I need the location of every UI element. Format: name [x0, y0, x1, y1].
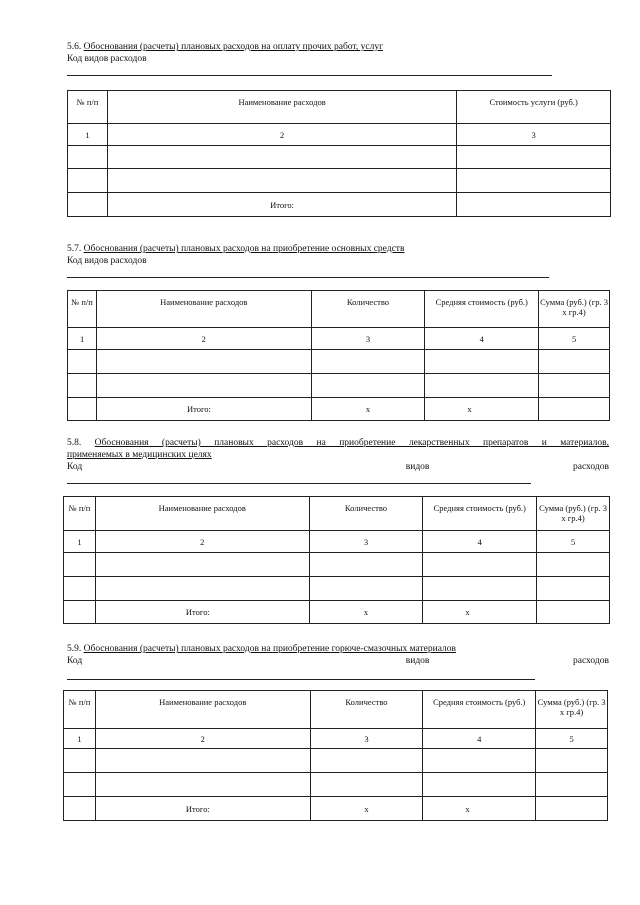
total-average-x: х: [425, 398, 539, 421]
table-5-8-total-row: [64, 601, 610, 624]
table-cell: [536, 749, 608, 773]
col-number-5: 5: [536, 729, 608, 749]
table-cell: [539, 398, 610, 421]
col-number-2: 2: [95, 729, 310, 749]
table-row: [64, 773, 608, 797]
table-cell: [425, 374, 539, 398]
total-quantity-x: х: [310, 797, 423, 821]
table-cell: [107, 169, 456, 193]
section-5-9-code-line: [67, 679, 535, 680]
code-word-1: Код: [67, 656, 83, 666]
total-average-x: х: [423, 601, 537, 624]
table-5-7-number-row: [68, 328, 610, 350]
header-cell-name: Наименование расходов: [96, 291, 311, 328]
table-cell: [310, 749, 423, 773]
table-cell: [457, 169, 611, 193]
table-cell: [309, 553, 423, 577]
table-cell: [95, 749, 310, 773]
col-number-2: 2: [96, 328, 311, 350]
total-quantity-x: х: [311, 398, 425, 421]
col-number-5: 5: [539, 328, 610, 350]
table-row: [64, 553, 610, 577]
section-5-6-code-line: [67, 75, 552, 76]
header-cell-name: Наименование расходов: [95, 691, 310, 729]
header-cell-cost: Стоимость услуги (руб.): [457, 91, 611, 124]
table-row: [68, 350, 610, 374]
table-5-9-total-row: [64, 797, 608, 821]
header-cell-average-cost: Средняя стоимость (руб.): [425, 291, 539, 328]
table-cell: [95, 553, 309, 577]
table-5-6-header-row: [68, 91, 611, 124]
table-cell: [457, 146, 611, 169]
table-cell: [423, 577, 537, 601]
section-5-6-title-text: Обоснования (расчеты) плановых расходов на оплату прочих работ, услуг: [83, 42, 383, 52]
col-number-2: 2: [107, 124, 456, 146]
table-cell: [64, 601, 96, 624]
col-number-4: 4: [425, 328, 539, 350]
table-cell: [423, 553, 537, 577]
table-cell: [310, 773, 423, 797]
header-cell-number: № п/п: [68, 91, 108, 124]
table-row: [64, 749, 608, 773]
header-cell-name: Наименование расходов: [107, 91, 456, 124]
table-5-6-number-row: [68, 124, 611, 146]
code-word-2: видов: [405, 462, 430, 472]
code-word-1: Код: [67, 462, 83, 472]
code-word-2: видов: [405, 656, 430, 666]
section-5-8-title-line1: Обоснования (расчеты) плановых расходов на приобретение лекарственных препаратов и материалов,: [94, 438, 609, 448]
col-number-2: 2: [95, 531, 309, 553]
section-5-7-code-line: [67, 277, 549, 278]
header-cell-quantity: Количество: [310, 691, 423, 729]
table-cell: [539, 374, 610, 398]
col-number-1: 1: [68, 124, 108, 146]
section-5-8-code-label: [67, 461, 609, 473]
table-cell: [425, 350, 539, 374]
total-average-x: х: [423, 797, 536, 821]
section-5-9-number: 5.9.: [67, 644, 82, 654]
table-cell: [311, 350, 425, 374]
table-cell: [64, 577, 96, 601]
header-cell-sum: Сумма (руб.) (гр. 3 х гр.4): [539, 291, 610, 328]
table-cell: [95, 577, 309, 601]
table-cell: [457, 193, 611, 217]
table-cell: [96, 374, 311, 398]
table-5-6-total-row: [68, 193, 611, 217]
header-cell-number: № п/п: [64, 497, 96, 531]
table-cell: [64, 553, 96, 577]
table-5-9-header-row: [64, 691, 608, 729]
table-cell: [68, 350, 97, 374]
code-word-3: расходов: [572, 656, 609, 666]
section-5-7-title-text: Обоснования (расчеты) плановых расходов на приобретение основных средств: [83, 244, 405, 254]
table-cell: [537, 553, 610, 577]
total-label: Итого:: [107, 193, 456, 217]
table-cell: [536, 797, 608, 821]
header-cell-number: № п/п: [64, 691, 96, 729]
col-number-1: 1: [64, 531, 96, 553]
section-5-6-number: 5.6.: [67, 42, 82, 52]
col-number-4: 4: [423, 729, 536, 749]
code-word-3: расходов: [572, 462, 609, 472]
table-5-9: [63, 690, 608, 821]
table-cell: [68, 398, 97, 421]
header-cell-quantity: Количество: [309, 497, 423, 531]
header-cell-number: № п/п: [68, 291, 97, 328]
table-5-8: [63, 496, 610, 624]
table-cell: [539, 350, 610, 374]
table-cell: [107, 146, 456, 169]
col-number-1: 1: [68, 328, 97, 350]
total-label: Итого:: [96, 398, 311, 421]
section-5-7-number: 5.7.: [67, 244, 82, 254]
col-number-5: 5: [537, 531, 610, 553]
header-cell-sum: Сумма (руб.) (гр. 3 х гр.4): [536, 691, 608, 729]
section-5-9-title: [67, 643, 456, 655]
table-row: [68, 374, 610, 398]
table-cell: [423, 773, 536, 797]
col-number-1: 1: [64, 729, 96, 749]
section-5-6-code-label: Код видов расходов: [67, 54, 147, 64]
table-cell: [95, 773, 310, 797]
total-quantity-x: х: [309, 601, 423, 624]
section-5-8-title-cont: [67, 449, 212, 461]
table-cell: [537, 577, 610, 601]
total-label: Итого:: [95, 797, 310, 821]
table-cell: [423, 749, 536, 773]
header-cell-average-cost: Средняя стоимость (руб.): [423, 497, 537, 531]
table-row: [64, 577, 610, 601]
section-5-8-title-line2: применяемых в медицинских целях: [67, 450, 212, 460]
table-cell: [68, 146, 108, 169]
section-5-8-number: 5.8.: [67, 438, 82, 448]
table-5-8-header-row: [64, 497, 610, 531]
table-cell: [64, 797, 96, 821]
header-cell-average-cost: Средняя стоимость (руб.): [423, 691, 536, 729]
table-cell: [309, 577, 423, 601]
total-label: Итого:: [95, 601, 309, 624]
table-cell: [68, 374, 97, 398]
section-5-7-code-label: Код видов расходов: [67, 256, 147, 266]
table-5-6: [67, 90, 611, 217]
section-5-9-title-text: Обоснования (расчеты) плановых расходов на приобретение горюче-смазочных материалов: [83, 644, 456, 654]
col-number-3: 3: [310, 729, 423, 749]
table-5-7-header-row: [68, 291, 610, 328]
table-row: [68, 146, 611, 169]
section-5-9-code-label: [67, 655, 609, 667]
header-cell-name: Наименование расходов: [95, 497, 309, 531]
header-cell-sum: Сумма (руб.) (гр. 3 х гр.4): [537, 497, 610, 531]
section-5-8-title: [67, 437, 609, 449]
table-5-7: [67, 290, 610, 421]
table-cell: [311, 374, 425, 398]
section-5-8-code-line: [67, 483, 531, 484]
col-number-4: 4: [423, 531, 537, 553]
header-cell-quantity: Количество: [311, 291, 425, 328]
table-5-7-total-row: [68, 398, 610, 421]
table-cell: [537, 601, 610, 624]
table-cell: [64, 749, 96, 773]
table-cell: [68, 193, 108, 217]
table-cell: [68, 169, 108, 193]
col-number-3: 3: [457, 124, 611, 146]
table-row: [68, 169, 611, 193]
col-number-3: 3: [309, 531, 423, 553]
table-5-9-number-row: [64, 729, 608, 749]
table-cell: [536, 773, 608, 797]
section-5-7-title: [67, 243, 404, 255]
table-cell: [96, 350, 311, 374]
section-5-6-title: [67, 41, 383, 53]
col-number-3: 3: [311, 328, 425, 350]
table-cell: [64, 773, 96, 797]
table-5-8-number-row: [64, 531, 610, 553]
